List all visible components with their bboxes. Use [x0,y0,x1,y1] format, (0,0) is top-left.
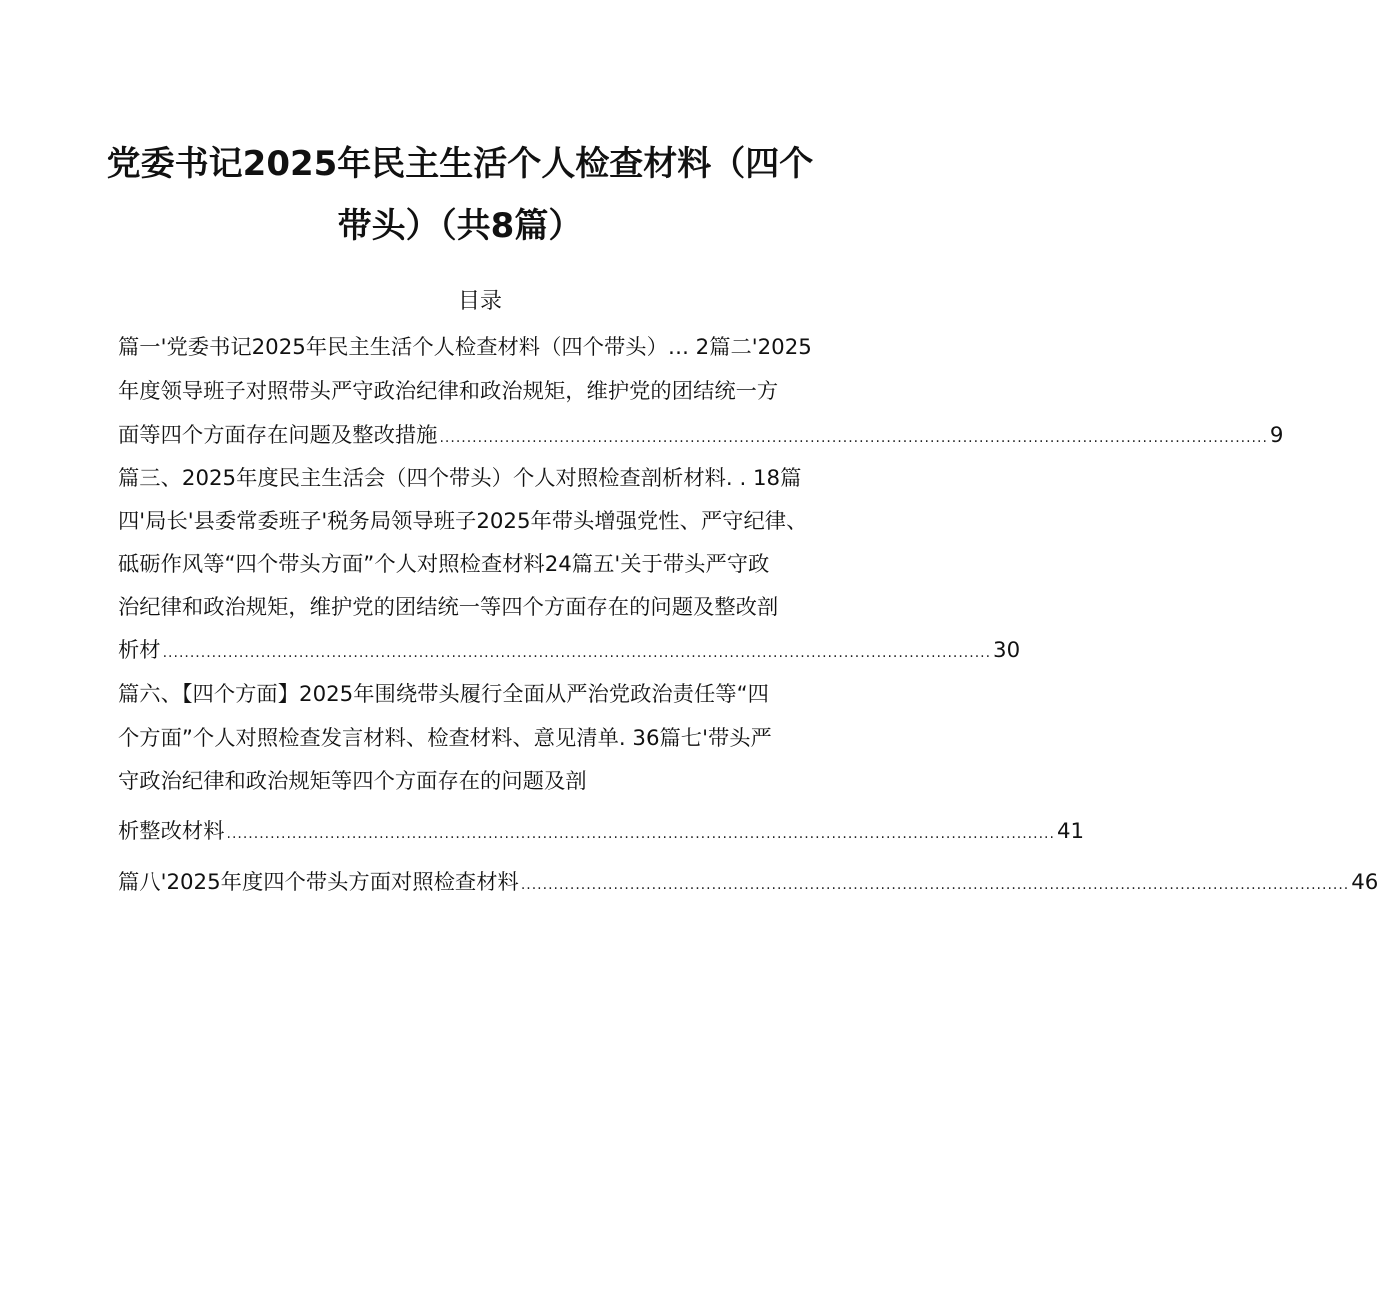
toc-line-2: 年度领导班子对照带头严守政治纪律和政治规矩，维护党的团结统一方 [118,379,779,404]
toc-line-13-text: 篇八'2025年度四个带头方面对照检查材料 [118,870,519,895]
dot-leader: ........................................................................................................................................................ [162,645,992,661]
dot-leader: ........................................................................................................................................................ [439,430,1268,446]
toc-entry-8 [118,866,1378,900]
toc-line-10: 个方面”个人对照检查发言材料、检查材料、意见清单. 36篇七'带头严 [118,726,772,751]
toc-entry-2-end [118,419,1284,453]
toc-heading: 目录 [457,289,502,314]
dot-leader: ........................................................................................................................................................ [226,826,1055,842]
toc-page-number: 9 [1269,423,1284,448]
toc-line-8-text: 析材 [118,638,161,663]
toc-line-5: 四'局长'县委常委班子'税务局领导班子2025年带头增强党性、严守纪律、 [118,509,808,534]
toc-entry-7-end [118,815,1085,849]
toc-entry-5-end [118,634,1021,668]
toc-page-number: 46 [1351,870,1378,895]
toc-line-4: 篇三、2025年度民主生活会（四个带头）个人对照检查剖析材料. . 18篇 [118,466,802,491]
toc-line-7: 治纪律和政治规矩，维护党的团结统一等四个方面存在的问题及整改剖 [118,595,779,620]
document-title-line-2: 带头）（共8篇） [337,206,583,246]
document-title-line-1: 党委书记2025年民主生活个人检查材料（四个 [106,144,814,184]
toc-line-1: 篇一'党委书记2025年民主生活个人检查材料（四个带头）‥. 2篇二'2025 [118,335,812,360]
toc-line-9: 篇六、【四个方面】2025年围绕带头履行全面从严治党政治责任等“四 [118,682,769,707]
toc-line-11: 守政治纪律和政治规矩等四个方面存在的问题及剖 [118,769,587,794]
toc-line-6: 砥砺作风等“四个带头方面”个人对照检查材料24篇五'关于带头严守政 [118,552,770,577]
toc-line-12-text: 析整改材料 [118,819,225,844]
dot-leader: ........................................................................................................................................................ [520,877,1350,893]
toc-line-3-text: 面等四个方面存在问题及整改措施 [118,423,438,448]
toc-page-number: 41 [1056,819,1085,844]
toc-page-number: 30 [993,638,1021,663]
